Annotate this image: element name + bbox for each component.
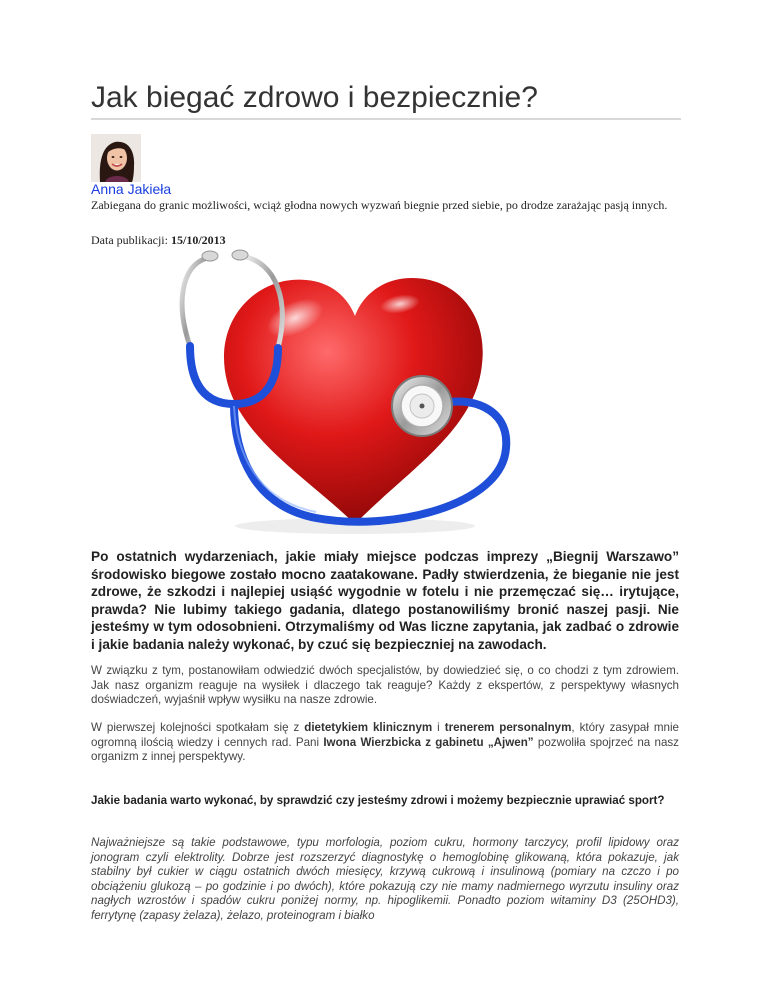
paragraph-text: , który zasypał mnie ogromną ilością wiedzy i cennych rad. Pani <box>91 721 680 749</box>
paragraph-text: i <box>432 721 445 734</box>
title-divider <box>91 118 681 120</box>
author-name-link[interactable]: Anna Jakieła <box>91 181 172 197</box>
heart-stethoscope-image <box>150 236 530 536</box>
highlight-trainer: trenerem personalnym <box>444 721 572 734</box>
paragraph-text: W pierwszej kolejności spotkałam się z <box>91 721 305 734</box>
highlight-expert-name: Iwona Wierzbicka z gabinetu „Ajwen” <box>323 735 534 749</box>
woman-portrait-icon <box>91 134 141 182</box>
author-avatar <box>91 134 141 182</box>
paragraph-specialists <box>91 721 679 765</box>
highlight-dietitian: dietetykiem klinicznym <box>304 721 433 734</box>
interview-question: Jakie badania warto wykonać, by sprawdzić czy jesteśmy zdrowi i możemy bezpiecznie uprawiać sport? <box>91 794 665 807</box>
publication-date-value: 15/10/2013 <box>170 233 226 247</box>
article-title: Jak biegać zdrowo i bezpiecznie? <box>91 81 538 114</box>
paragraph-text: pozwoliła spojrzeć na nasz organizm z innej perspektywy. <box>91 735 679 763</box>
interview-answer: Najważniejsze są takie podstawowe, typu morfologia, poziom cukru, hormony tarczycy, profil lipidowy oraz jonogram czyli elektrolity. Dobrze jest rozszerzyć diagnostykę o hemoglobinę glikowaną, która pokazuje, jak stabilny był cukier w ciągu ostatnich dwóch miesięcy, krzywą cukrową i insulinową (pomiary na czczo i po obciążeniu glukozą – po godzinie i po dwóch), które pokazują czy nie mamy nadmiernego wyrzutu insuliny oraz nagłych wzrostów i spadów cukru poniżej normy, np. hipoglikemii. Ponadto poziom witaminy D3 (25OHD3), ferrytynę (zapasy żelaza), żelazo, proteinogram i białko <box>91 836 679 922</box>
paragraph-intro: W związku z tym, postanowiłam odwiedzić dwóch specjalistów, by dowiedzieć się, o co chodzi z tym zdrowiem. Jak nasz organizm reaguje na wysiłek i dlaczego tak reaguje? Każdy z ekspertów, z perspektywy własnych doświadczeń, wyjaśnił wpływ wysiłku na nasze zdrowie. <box>91 664 679 706</box>
article-lead: Po ostatnich wydarzeniach, jakie miały miejsce podczas imprezy „Biegnij Warszawo” środowisko biegowe zostało mocno zaatakowane. Padły stwierdzenia, że bieganie nie jest zdrowe, że szkodzi i najlepiej usiąść wygodnie w fotelu i nie przemęczać się… irytujące, prawda? Nie lubimy takiego gadania, dlatego postanowiliśmy bronić naszej pasji. Nie jesteśmy w tym odosobnieni. Otrzymaliśmy od Was liczne zapytania, jak zadbać o zdrowie i jakie badania należy wykonać, by czuć się bezpieczniej na zawodach. <box>91 549 679 652</box>
publication-date-label: Data publikacji: <box>91 233 168 247</box>
author-bio: Zabiegana do granic możliwości, wciąż głodna nowych wyzwań biegnie przed siebie, po drodze zarażając pasją innych. <box>91 198 668 212</box>
